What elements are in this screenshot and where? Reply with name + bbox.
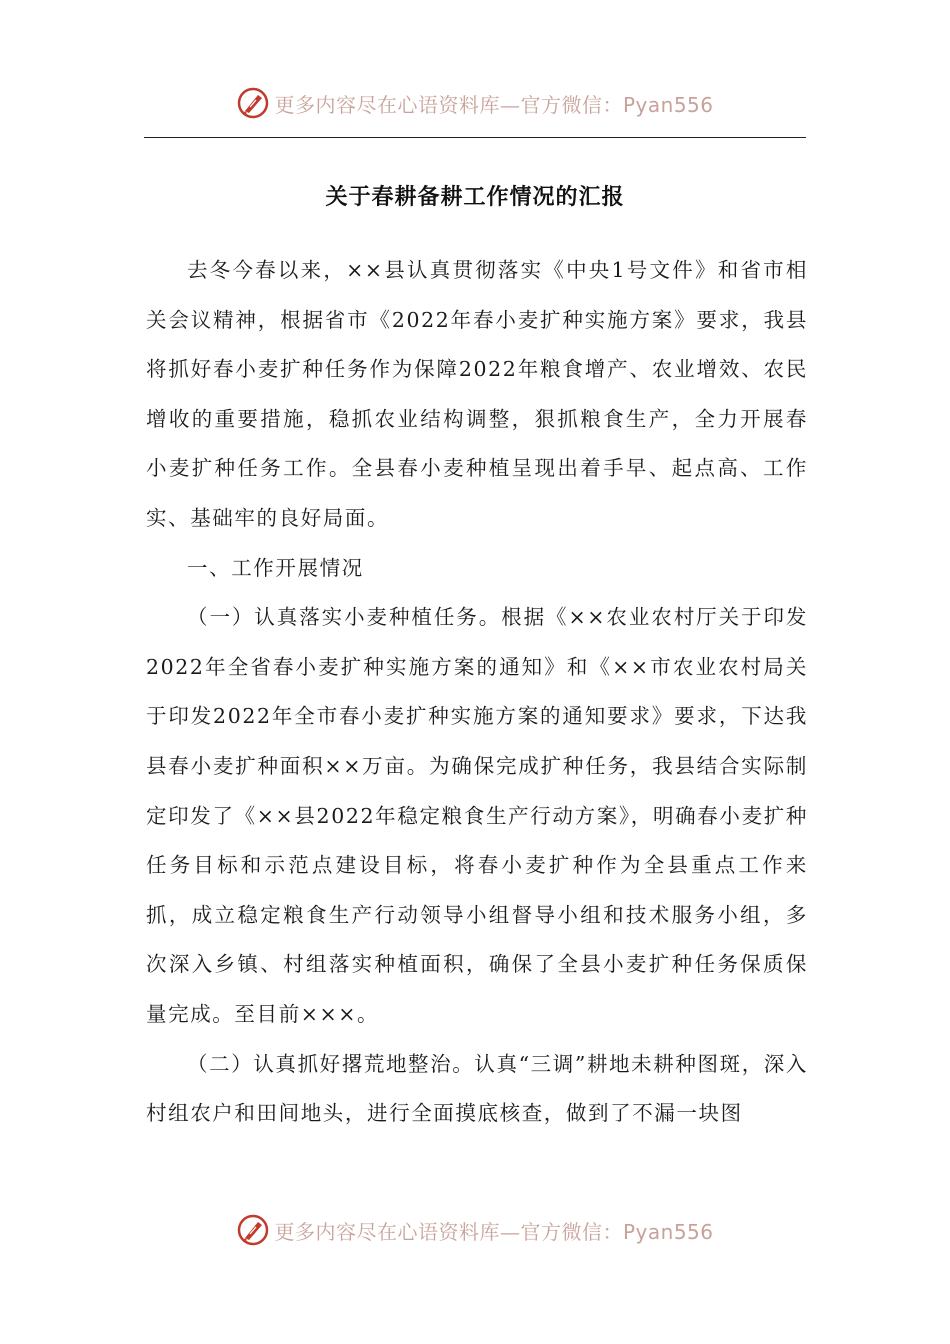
document-title: 关于春耕备耕工作情况的汇报	[325, 184, 625, 210]
paragraph-wheat-task: （一）认真落实小麦种植任务。根据《××农业农村厅关于印发2022年全省春小麦扩种实施方案的通知》和《××市农业农村局关于印发2022年全市春小麦扩种实施方案的通知要求》要求，下达我县春小麦扩种面积××万亩。为确保完成扩种任务，我县结合实际制定印发了《××县2022年稳定粮食生产行动方案》，明确春小麦扩种任务目标和示范点建设目标，将春小麦扩种作为全县重点工作来抓，成立稳定粮食生产行动领导小组督导小组和技术服务小组，多次深入乡镇、村组落实种植面积，确保了全县小麦扩种任务保质保量完成。至目前×××。	[146, 605, 808, 1026]
watermark-text: 更多内容尽在心语资料库—官方微信：	[274, 92, 623, 117]
wechat-id: Pyan556	[622, 1219, 714, 1244]
document-body	[146, 246, 808, 1139]
paragraph-intro: 去冬今春以来，××县认真贯彻落实《中央1号文件》和省市相关会议精神，根据省市《2022年春小麦扩种实施方案》要求，我县将抓好春小麦扩种任务作为保障2022年粮食增产、农业增效、农民增收的重要措施，稳抓农业结构调整，狠抓粮食生产，全力开展春小麦扩种任务工作。全县春小麦种植呈现出着手早、起点高、工作实、基础牢的良好局面。	[146, 258, 808, 530]
section-heading: 一、工作开展情况	[187, 555, 364, 580]
quill-logo-icon	[236, 86, 270, 120]
quill-logo-icon	[236, 1213, 270, 1247]
header-divider	[144, 137, 806, 138]
paragraph-abandoned-land: （二）认真抓好撂荒地整治。认真“三调”耕地未耕种图斑，深入村组农户和田间地头，进行全面摸底核查，做到了不漏一块图	[146, 1051, 808, 1126]
watermark-text: 更多内容尽在心语资料库—官方微信：	[274, 1219, 623, 1244]
footer-watermark	[0, 1205, 950, 1255]
wechat-id: Pyan556	[622, 92, 714, 117]
header-watermark	[0, 78, 950, 128]
